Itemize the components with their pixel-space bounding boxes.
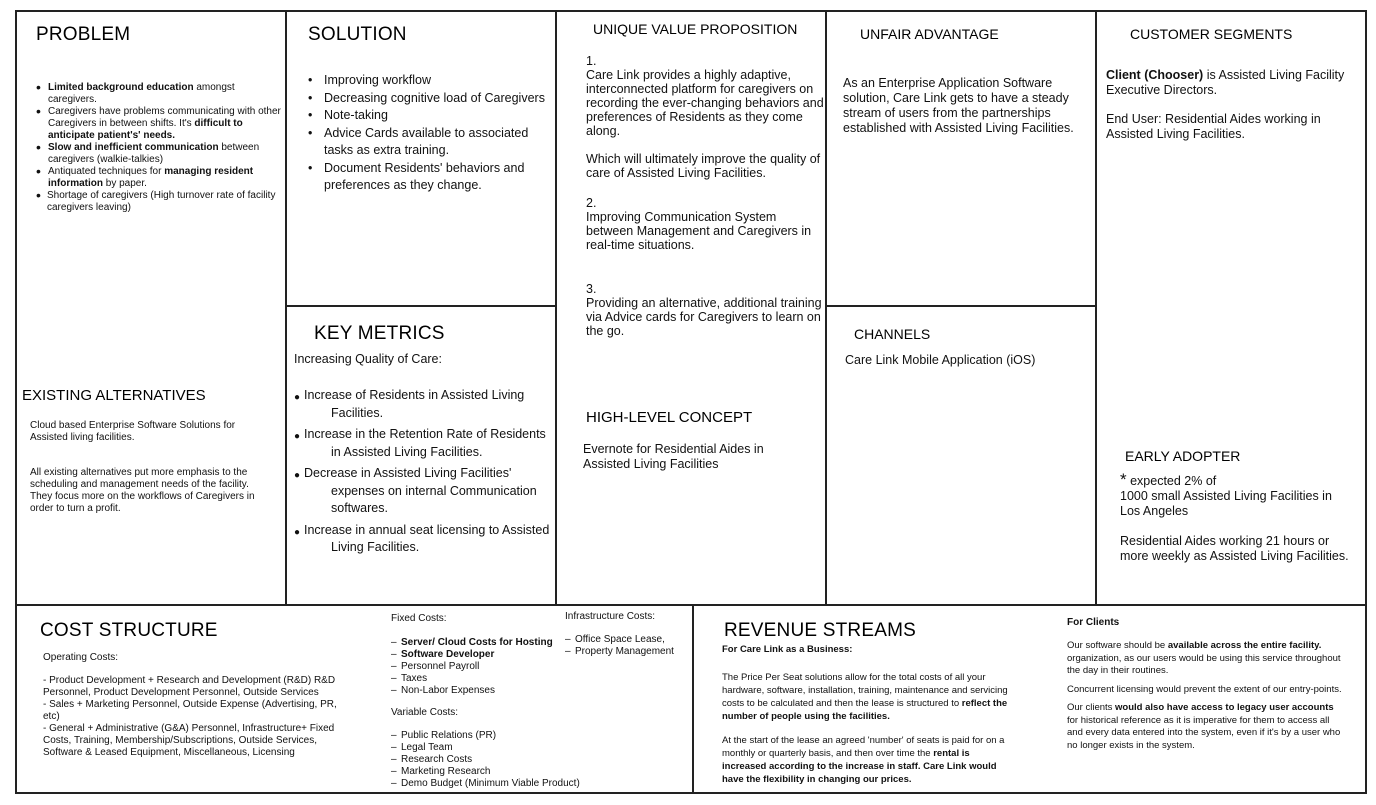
unfair-advantage-title: UNFAIR ADVANTAGE	[860, 26, 999, 42]
variable-costs-list	[391, 730, 591, 790]
uvp-text	[586, 54, 824, 338]
existing-alternatives-p1: Cloud based Enterprise Software Solutions for Assisted living facilities.	[30, 420, 236, 443]
uvp-p3: Providing an alternative, additional training via Advice cards for Caregivers to learn on the go.	[586, 296, 822, 338]
solution-item: • Decreasing cognitive load of Caregivers	[308, 90, 548, 108]
variable-costs-label: Variable Costs:	[391, 707, 459, 718]
unfair-advantage-box	[825, 10, 1097, 307]
key-metric-item: ● Decrease in Assisted Living Facilities' expenses on internal Communication softwares.	[294, 465, 552, 518]
revenue-clients-p3: Our clients would also have access to legacy user accounts for historical reference as it is imperative for them to access all and every data entered into the system, even if it's by a user who no longer exists in the system.	[1067, 702, 1341, 751]
high-level-concept-text: Evernote for Residential Aides in Assisted Living Facilities	[583, 442, 764, 471]
early-adopter-text	[1120, 472, 1350, 564]
solution-list	[308, 72, 548, 195]
key-metrics-intro: Increasing Quality of Care:	[294, 352, 442, 366]
revenue-business-p1: The Price Per Seat solutions allow for the total costs of all your hardware, software, installation, training, maintenance and servicing costs to be calculated and then the lease is structured to reflect the number of people using the facilities.	[722, 672, 1008, 722]
problem-item: • Limited background education amongst caregivers.	[22, 82, 284, 106]
key-metric-item: ● Increase of Residents in Assisted Living Facilities.	[294, 387, 552, 422]
variable-cost-item: – Public Relations (PR)	[391, 730, 591, 742]
key-metrics-list	[294, 387, 552, 561]
revenue-clients-text	[1067, 640, 1345, 752]
solution-title: SOLUTION	[308, 24, 407, 45]
customer-segments-end-user: End User: Residential Aides working in Assisted Living Facilities.	[1106, 112, 1321, 141]
revenue-clients-label: For Clients	[1067, 617, 1120, 628]
high-level-concept-title: HIGH-LEVEL CONCEPT	[586, 409, 753, 426]
solution-item: • Note-taking	[308, 107, 548, 125]
problem-item: • Antiquated techniques for managing resident information by paper.	[22, 166, 284, 190]
fixed-costs-list	[391, 637, 561, 697]
variable-cost-item: – Demo Budget (Minimum Viable Product)	[391, 778, 591, 790]
solution-item: • Advice Cards available to associated tasks as extra training.	[308, 125, 548, 160]
customer-segments-client: Client (Chooser) is Assisted Living Facility Executive Directors.	[1106, 68, 1345, 97]
fixed-cost-item: – Server/ Cloud Costs for Hosting	[391, 637, 561, 649]
problem-title: PROBLEM	[36, 24, 131, 45]
early-adopter-line2: 1000 small Assisted Living Facilities in Los Angeles	[1120, 489, 1332, 518]
key-metrics-title: KEY METRICS	[314, 323, 445, 344]
operating-costs-text	[43, 675, 355, 759]
uvp-num-3: 3.	[586, 282, 597, 296]
operating-cost-line: - General + Administrative (G&A) Personnel, Infrastructure+ Fixed Costs, Training, Membership/Subscriptions, Outside Services, Software & Leased Equipment, Miscellaneous, Licensing	[43, 723, 335, 758]
uvp-num-1: 1.	[586, 54, 597, 68]
uvp-num-2: 2.	[586, 196, 597, 210]
early-adopter-title: EARLY ADOPTER	[1125, 448, 1241, 464]
operating-costs-label: Operating Costs:	[43, 652, 119, 663]
fixed-cost-item: – Taxes	[391, 673, 561, 685]
cost-structure-title: COST STRUCTURE	[40, 620, 218, 641]
revenue-business-label: For Care Link as a Business:	[722, 644, 853, 655]
existing-alternatives-title: EXISTING ALTERNATIVES	[22, 387, 206, 404]
channels-box	[825, 305, 1097, 606]
channels-title: CHANNELS	[854, 326, 931, 342]
infrastructure-cost-item: – Property Management	[565, 646, 690, 658]
infrastructure-costs-list	[565, 634, 690, 658]
key-metric-item: ● Increase in annual seat licensing to Assisted Living Facilities.	[294, 522, 552, 557]
problem-list	[22, 82, 284, 214]
uvp-p1: Care Link provides a highly adaptive, interconnected platform for caregivers on recording the ever-changing behaviors and preferences of Residents as they come along.	[586, 68, 824, 138]
early-adopter-line1: * expected 2% of	[1120, 470, 1217, 489]
fixed-cost-item: – Personnel Payroll	[391, 661, 561, 673]
variable-cost-item: – Research Costs	[391, 754, 591, 766]
revenue-streams-title: REVENUE STREAMS	[724, 620, 916, 641]
infrastructure-costs-label: Infrastructure Costs:	[565, 611, 656, 622]
early-adopter-p2: Residential Aides working 21 hours or more weekly as Assisted Living Facilities.	[1120, 534, 1349, 563]
solution-item: • Document Residents' behaviors and preferences as they change.	[308, 160, 548, 195]
uvp-p2: Improving Communication System between Management and Caregivers in real-time situations.	[586, 210, 812, 252]
variable-cost-item: – Marketing Research	[391, 766, 591, 778]
revenue-clients-p2: Concurrent licensing would prevent the extent of our entry-points.	[1067, 683, 1342, 695]
problem-item: • Caregivers have problems communicating with other Caregivers in between shifts. It's difficult to anticipate patient's' needs.	[22, 106, 284, 142]
uvp-p1b: Which will ultimately improve the quality of care of Assisted Living Facilities.	[586, 152, 821, 180]
variable-cost-item: – Legal Team	[391, 742, 591, 754]
fixed-costs-label: Fixed Costs:	[391, 613, 447, 624]
channels-text: Care Link Mobile Application (iOS)	[845, 353, 1036, 367]
operating-cost-line: - Sales + Marketing Personnel, Outside Expense (Advertising, PR, etc)	[43, 699, 337, 722]
problem-item: • Shortage of caregivers (High turnover rate of facility caregivers leaving)	[22, 190, 284, 214]
infrastructure-cost-item: – Office Space Lease,	[565, 634, 690, 646]
existing-alternatives-p2: All existing alternatives put more emphasis to the scheduling and management needs of the facility. They focus more on the workflows of Caregivers in order to turn a profit.	[30, 467, 255, 514]
customer-segments-title: CUSTOMER SEGMENTS	[1130, 26, 1293, 42]
operating-cost-line: - Product Development + Research and Development (R&D) R&D Personnel, Product Development Personnel, Outside Services	[43, 675, 336, 698]
fixed-cost-item: – Software Developer	[391, 649, 561, 661]
revenue-clients-p1: Our software should be available across the entire facility. organization, as our users would be using this service throughout the day in their routines.	[1067, 640, 1341, 676]
problem-item: • Slow and inefficient communication between caregivers (walkie-talkies)	[22, 142, 284, 166]
unfair-advantage-text: As an Enterprise Application Software solution, Care Link gets to have a steady stream of users from the partnerships established with Assisted Living Facilities.	[843, 76, 1074, 135]
key-metric-item: ● Increase in the Retention Rate of Residents in Assisted Living Facilities.	[294, 426, 552, 461]
solution-item: • Improving workflow	[308, 72, 548, 90]
revenue-business-p2: At the start of the lease an agreed 'number' of seats is paid for on a monthly or quarterly basis, and then over time the rental is increased according to the increase in staff. Care Link would have the flexibility in changing our prices.	[722, 735, 1005, 785]
uvp-title: UNIQUE VALUE PROPOSITION	[593, 21, 798, 37]
fixed-cost-item: – Non-Labor Expenses	[391, 685, 561, 697]
